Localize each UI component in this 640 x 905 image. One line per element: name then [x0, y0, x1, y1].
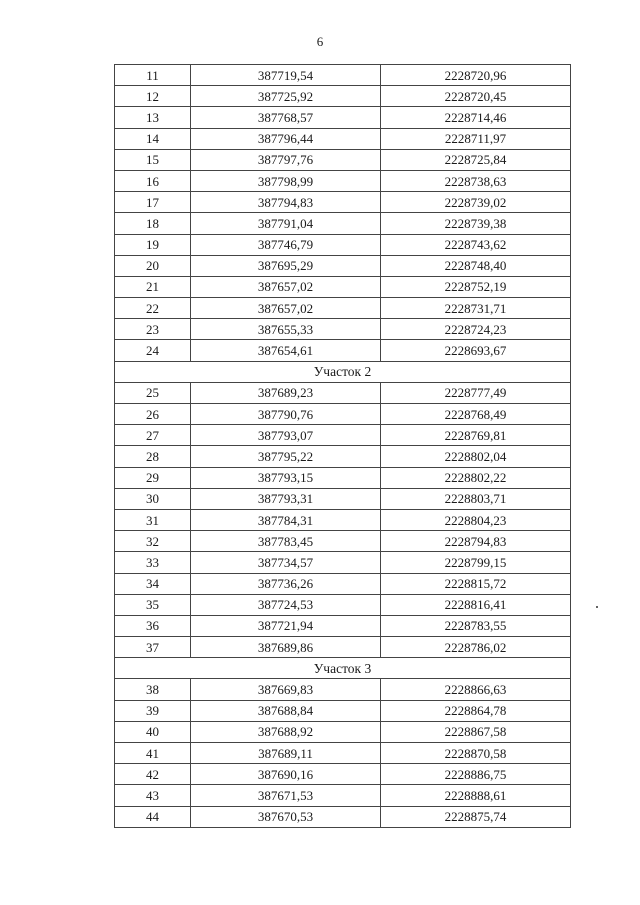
point-number: 21 — [115, 276, 191, 297]
y-coordinate: 2228731,71 — [381, 298, 571, 319]
y-coordinate: 2228783,55 — [381, 615, 571, 636]
table-row — [115, 192, 571, 213]
y-coordinate: 2228738,63 — [381, 170, 571, 191]
section-header-row — [115, 361, 571, 382]
table-row — [115, 679, 571, 700]
x-coordinate: 387721,94 — [191, 615, 381, 636]
table-row — [115, 382, 571, 403]
x-coordinate: 387794,83 — [191, 192, 381, 213]
point-number: 28 — [115, 446, 191, 467]
y-coordinate: 2228711,97 — [381, 128, 571, 149]
point-number: 27 — [115, 425, 191, 446]
table-row — [115, 446, 571, 467]
table-row — [115, 615, 571, 636]
y-coordinate: 2228724,23 — [381, 319, 571, 340]
x-coordinate: 387793,15 — [191, 467, 381, 488]
table-row — [115, 552, 571, 573]
x-coordinate: 387690,16 — [191, 764, 381, 785]
stray-mark — [596, 606, 598, 608]
table-row — [115, 743, 571, 764]
table-row — [115, 404, 571, 425]
x-coordinate: 387784,31 — [191, 509, 381, 530]
y-coordinate: 2228870,58 — [381, 743, 571, 764]
x-coordinate: 387793,31 — [191, 488, 381, 509]
x-coordinate: 387689,23 — [191, 382, 381, 403]
point-number: 22 — [115, 298, 191, 319]
x-coordinate: 387736,26 — [191, 573, 381, 594]
table-row — [115, 467, 571, 488]
y-coordinate: 2228866,63 — [381, 679, 571, 700]
point-number: 24 — [115, 340, 191, 361]
y-coordinate: 2228748,40 — [381, 255, 571, 276]
x-coordinate: 387669,83 — [191, 679, 381, 700]
point-number: 14 — [115, 128, 191, 149]
point-number: 19 — [115, 234, 191, 255]
x-coordinate: 387797,76 — [191, 149, 381, 170]
y-coordinate: 2228725,84 — [381, 149, 571, 170]
section-header-row — [115, 658, 571, 679]
x-coordinate: 387657,02 — [191, 276, 381, 297]
point-number: 25 — [115, 382, 191, 403]
point-number: 32 — [115, 531, 191, 552]
y-coordinate: 2228886,75 — [381, 764, 571, 785]
point-number: 11 — [115, 65, 191, 86]
point-number: 37 — [115, 637, 191, 658]
table-row — [115, 170, 571, 191]
y-coordinate: 2228815,72 — [381, 573, 571, 594]
x-coordinate: 387670,53 — [191, 806, 381, 827]
table-row — [115, 531, 571, 552]
section-title: Участок 2 — [115, 361, 571, 382]
point-number: 38 — [115, 679, 191, 700]
point-number: 15 — [115, 149, 191, 170]
point-number: 12 — [115, 86, 191, 107]
y-coordinate: 2228693,67 — [381, 340, 571, 361]
y-coordinate: 2228799,15 — [381, 552, 571, 573]
table-row — [115, 340, 571, 361]
y-coordinate: 2228803,71 — [381, 488, 571, 509]
point-number: 29 — [115, 467, 191, 488]
x-coordinate: 387734,57 — [191, 552, 381, 573]
y-coordinate: 2228752,19 — [381, 276, 571, 297]
y-coordinate: 2228769,81 — [381, 425, 571, 446]
point-number: 34 — [115, 573, 191, 594]
y-coordinate: 2228802,22 — [381, 467, 571, 488]
x-coordinate: 387795,22 — [191, 446, 381, 467]
table-row — [115, 86, 571, 107]
y-coordinate: 2228720,45 — [381, 86, 571, 107]
y-coordinate: 2228816,41 — [381, 594, 571, 615]
x-coordinate: 387654,61 — [191, 340, 381, 361]
x-coordinate: 387783,45 — [191, 531, 381, 552]
x-coordinate: 387655,33 — [191, 319, 381, 340]
table-row — [115, 128, 571, 149]
point-number: 39 — [115, 700, 191, 721]
point-number: 33 — [115, 552, 191, 573]
table-row — [115, 594, 571, 615]
point-number: 42 — [115, 764, 191, 785]
y-coordinate: 2228743,62 — [381, 234, 571, 255]
table-row — [115, 488, 571, 509]
y-coordinate: 2228864,78 — [381, 700, 571, 721]
y-coordinate: 2228720,96 — [381, 65, 571, 86]
point-number: 20 — [115, 255, 191, 276]
point-number: 30 — [115, 488, 191, 509]
section-title: Участок 3 — [115, 658, 571, 679]
point-number: 17 — [115, 192, 191, 213]
coordinates-table-body — [115, 65, 571, 828]
table-row — [115, 234, 571, 255]
x-coordinate: 387689,11 — [191, 743, 381, 764]
x-coordinate: 387746,79 — [191, 234, 381, 255]
y-coordinate: 2228804,23 — [381, 509, 571, 530]
table-row — [115, 425, 571, 446]
point-number: 26 — [115, 404, 191, 425]
point-number: 23 — [115, 319, 191, 340]
x-coordinate: 387790,76 — [191, 404, 381, 425]
point-number: 41 — [115, 743, 191, 764]
table-row — [115, 213, 571, 234]
x-coordinate: 387796,44 — [191, 128, 381, 149]
x-coordinate: 387719,54 — [191, 65, 381, 86]
x-coordinate: 387689,86 — [191, 637, 381, 658]
y-coordinate: 2228714,46 — [381, 107, 571, 128]
y-coordinate: 2228739,38 — [381, 213, 571, 234]
table-row — [115, 785, 571, 806]
table-row — [115, 764, 571, 785]
x-coordinate: 387671,53 — [191, 785, 381, 806]
table-row — [115, 721, 571, 742]
coordinates-table — [114, 64, 571, 828]
table-row — [115, 637, 571, 658]
x-coordinate: 387724,53 — [191, 594, 381, 615]
table-row — [115, 806, 571, 827]
table-row — [115, 276, 571, 297]
table-row — [115, 319, 571, 340]
table-row — [115, 298, 571, 319]
point-number: 40 — [115, 721, 191, 742]
point-number: 44 — [115, 806, 191, 827]
point-number: 31 — [115, 509, 191, 530]
y-coordinate: 2228768,49 — [381, 404, 571, 425]
table-row — [115, 573, 571, 594]
point-number: 35 — [115, 594, 191, 615]
table-row — [115, 149, 571, 170]
table-row — [115, 107, 571, 128]
y-coordinate: 2228786,02 — [381, 637, 571, 658]
x-coordinate: 387725,92 — [191, 86, 381, 107]
point-number: 18 — [115, 213, 191, 234]
x-coordinate: 387657,02 — [191, 298, 381, 319]
x-coordinate: 387791,04 — [191, 213, 381, 234]
page-number: 6 — [316, 34, 324, 49]
x-coordinate: 387793,07 — [191, 425, 381, 446]
x-coordinate: 387798,99 — [191, 170, 381, 191]
y-coordinate: 2228794,83 — [381, 531, 571, 552]
point-number: 16 — [115, 170, 191, 191]
y-coordinate: 2228888,61 — [381, 785, 571, 806]
y-coordinate: 2228875,74 — [381, 806, 571, 827]
point-number: 36 — [115, 615, 191, 636]
table-row — [115, 255, 571, 276]
x-coordinate: 387688,84 — [191, 700, 381, 721]
y-coordinate: 2228867,58 — [381, 721, 571, 742]
table-row — [115, 700, 571, 721]
y-coordinate: 2228802,04 — [381, 446, 571, 467]
point-number: 43 — [115, 785, 191, 806]
x-coordinate: 387688,92 — [191, 721, 381, 742]
x-coordinate: 387768,57 — [191, 107, 381, 128]
table-row — [115, 65, 571, 86]
y-coordinate: 2228739,02 — [381, 192, 571, 213]
y-coordinate: 2228777,49 — [381, 382, 571, 403]
table-row — [115, 509, 571, 530]
point-number: 13 — [115, 107, 191, 128]
x-coordinate: 387695,29 — [191, 255, 381, 276]
